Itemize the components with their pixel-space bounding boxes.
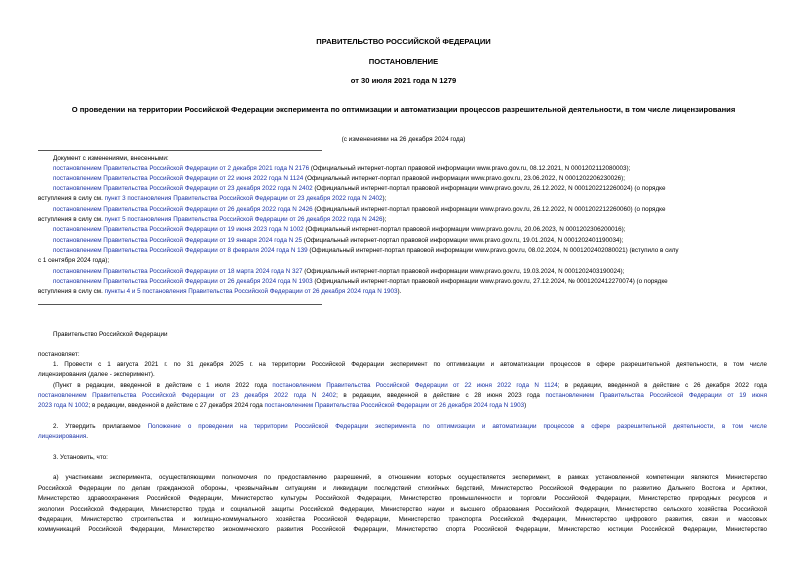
changes-intro: Документ с изменениями, внесенными: (53, 155, 169, 162)
subparagraph-a-cont: Российской Федерации по делам гражданской обороны, чрезвычайным ситуациям и ликвидации последствий стихийных бедствий, Министерство Российской Федерации по развитию Дальнего Востока и Арктики, (38, 485, 767, 492)
note-1: (Пункт в редакции, введенной в действие с 1 июля 2022 года постановлением Правительства Российской Федерации от 22 июня 2022 года N 1124; в редакции, введенной в действие с 26 декабря 2022 года (53, 382, 767, 389)
amendment-link[interactable]: 2023 года N 1002 (38, 402, 89, 409)
regulation-link[interactable]: лицензирования (38, 433, 87, 440)
subparagraph-a-cont: Министерство здравоохранения Российской Федерации, Министерство культуры Российской Федерации, Министерство промышленности и торговли Российской Федерации, Министерство природных ресурсов и (38, 495, 767, 502)
change-item-cont: вступления в силу см. пункты 4 и 5 постановления Правительства Российской Федерации от 26 декабря 2024 года N 1903). (38, 288, 402, 295)
document-date: от 30 июля 2021 года N 1279 (350, 76, 457, 85)
amendment-link[interactable]: постановлением Правительства Российской Федерации от 22 июня 2022 года N 1124 (53, 175, 304, 182)
change-item: постановлением Правительства Российской Федерации от 18 марта 2024 года N 327 (Официальный интернет-портал правовой информации www.pravo.gov.ru, 19.03.2024, N 0001202403190024); (53, 268, 625, 275)
amendment-link[interactable]: постановлением Правительства Российской Федерации от 22 июня 2022 года N 1124 (272, 382, 558, 389)
amendment-link[interactable]: постановлением Правительства Российской Федерации от 19 июня 2023 года N 1002 (53, 226, 304, 233)
document-type: ПОСТАНОВЛЕНИЕ (368, 57, 439, 66)
amendment-link[interactable]: постановлением Правительства Российской Федерации от 19 января 2024 года N 25 (53, 237, 303, 244)
subparagraph-a-cont: Федерации, Министерство строительства и жилищно-коммунального хозяйства Российской Федерации, Министерство транспорта Российской Федерации, Министерство цифрового развития, связи и массовых (38, 516, 767, 523)
change-item: постановлением Правительства Российской Федерации от 19 января 2024 года N 25 (Официальный интернет-портал правовой информации www.pravo.gov.ru, 19.01.2024, N 0001202401190034); (53, 237, 624, 244)
amendment-link[interactable]: пункты 4 и 5 постановления Правительства Российской Федерации от 26 декабря 2024 года N 1903 (104, 288, 398, 295)
amendment-link[interactable]: постановлением Правительства Российской Федерации от 2 декабря 2021 года N 2176 (53, 165, 310, 172)
paragraph-1-cont: лицензирования (далее - эксперимент). (38, 371, 155, 378)
amendment-link[interactable]: постановлением Правительства Российской Федерации от 8 февраля 2024 года N 139 (53, 247, 308, 254)
change-item: постановлением Правительства Российской Федерации от 26 декабря 2022 года N 2426 (Официальный интернет-портал правовой информации www.pravo.gov.ru, 26.12.2022, N 0001202212260060) (о порядке (53, 206, 666, 213)
paragraph-1: 1. Провести с 1 августа 2021 г. по 31 декабря 2025 г. на территории Российской Федерации эксперимент по оптимизации и автоматизации процессов в сфере разрешительной деятельности, в том числе (53, 361, 767, 368)
change-item-cont: вступления в силу см. пункт 5 постановления Правительства Российской Федерации от 26 декабря 2022 года N 2426); (38, 216, 387, 223)
change-item: постановлением Правительства Российской Федерации от 19 июня 2023 года N 1002 (Официальный интернет-портал правовой информации www.pravo.gov.ru, 20.06.2023, N 0001202306200016); (53, 226, 626, 233)
change-item: постановлением Правительства Российской Федерации от 26 декабря 2024 года N 1903 (Официальный интернет-портал правовой информации www.pravo.gov.ru, 27.12.2024, № 0001202412270074) (о порядке (53, 278, 668, 285)
change-item: постановлением Правительства Российской Федерации от 22 июня 2022 года N 1124 (Официальный интернет-портал правовой информации www.pravo.gov.ru, 23.06.2022, N 0001202206230026); (53, 175, 625, 182)
note-1-cont: постановлением Правительства Российской Федерации от 23 декабря 2022 года N 2402; в редакции, введенной в действие с 28 июня 2023 года постановлением Правительства Российской Федерации от 19 июня (38, 392, 767, 399)
change-item-cont: вступления в силу см. пункт 3 постановления Правительства Российской Федерации от 23 декабря 2022 года N 2402); (38, 195, 387, 202)
subparagraph-a-cont: экологии Российской Федерации, Министерство труда и социальной защиты Российской Федерации, Министерство науки и высшего образования Российской Федерации, Министерство сельского хозяйства Российской (38, 506, 767, 513)
change-item: постановлением Правительства Российской Федерации от 8 февраля 2024 года N 139 (Официальный интернет-портал правовой информации www.pravo.gov.ru, 08.02.2024, N 0001202402080021) (вступило в силу (53, 247, 679, 254)
paragraph-3: 3. Установить, что: (53, 454, 108, 461)
bottom-divider (38, 304, 322, 305)
paragraph-2-cont: лицензирования. (38, 433, 89, 440)
change-item: постановлением Правительства Российской Федерации от 2 декабря 2021 года N 2176 (Официальный интернет-портал правовой информации www.pravo.gov.ru, 08.12.2021, N 0001202112080003); (53, 165, 631, 172)
amendment-link[interactable]: постановлением Правительства Российской Федерации от 23 декабря 2022 года N 2402 (38, 392, 337, 399)
decrees-word: постановляет: (38, 351, 80, 358)
revision-note: (с изменениями на 26 декабря 2024 года) (341, 136, 466, 143)
document-title: О проведении на территории Российской Федерации эксперимента по оптимизации и автоматизации процессов разрешительной деятельности, в том числе лицензирования (71, 105, 736, 114)
body-government: Правительство Российской Федерации (53, 331, 168, 338)
amendment-link[interactable]: постановлением Правительства Российской Федерации от 26 декабря 2024 года N 1903 (264, 402, 525, 409)
change-item-cont: с 1 сентября 2024 года); (38, 257, 110, 264)
subparagraph-a-cont: коммуникаций Российской Федерации, Министерство экономического развития Российской Федерации, Министерство спорта Российской Федерации, Министерство юстиции Российской Федерации, Министерство (38, 526, 767, 533)
amendment-link[interactable]: постановлением Правительства Российской Федерации от 19 июня (545, 392, 767, 399)
amendment-link[interactable]: пункт 3 постановления Правительства Российской Федерации от 23 декабря 2022 года N 2402 (104, 195, 383, 202)
paragraph-2: 2. Утвердить прилагаемое Положение о проведении на территории Российской Федерации эксперимента по оптимизации и автоматизации процессов в сфере разрешительной деятельности, в том числе (53, 423, 767, 430)
amendment-link[interactable]: постановлением Правительства Российской Федерации от 18 марта 2024 года N 327 (53, 268, 303, 275)
regulation-link[interactable]: Положение о проведении на территории Российской Федерации эксперимента по оптимизации и автоматизации процессов в сфере разрешительной деятельности, в том числе (147, 423, 767, 430)
note-1-cont: 2023 года N 1002; в редакции, введенной в действие с 27 декабря 2024 года постановлением Правительства Российской Федерации от 26 декабря 2024 года N 1903) (38, 402, 527, 409)
amendment-link[interactable]: пункт 5 постановления Правительства Российской Федерации от 26 декабря 2022 года N 2426 (104, 216, 383, 223)
amendment-link[interactable]: постановлением Правительства Российской Федерации от 26 декабря 2022 года N 2426 (53, 206, 313, 213)
amendment-link[interactable]: постановлением Правительства Российской Федерации от 26 декабря 2024 года N 1903 (53, 278, 313, 285)
government-heading: ПРАВИТЕЛЬСТВО РОССИЙСКОЙ ФЕДЕРАЦИИ (316, 37, 491, 46)
top-divider (38, 150, 322, 151)
change-item: постановлением Правительства Российской Федерации от 23 декабря 2022 года N 2402 (Официальный интернет-портал правовой информации www.pravo.gov.ru, 26.12.2022, N 0001202212260024) (о порядке (53, 185, 666, 192)
subparagraph-a: а) участниками эксперимента, осуществляющими полномочия по предоставлению разрешений, в отношении которых осуществляется эксперимент, в рамках установленной компетенции являются Министерство (53, 474, 767, 481)
amendment-link[interactable]: постановлением Правительства Российской Федерации от 23 декабря 2022 года N 2402 (53, 185, 313, 192)
